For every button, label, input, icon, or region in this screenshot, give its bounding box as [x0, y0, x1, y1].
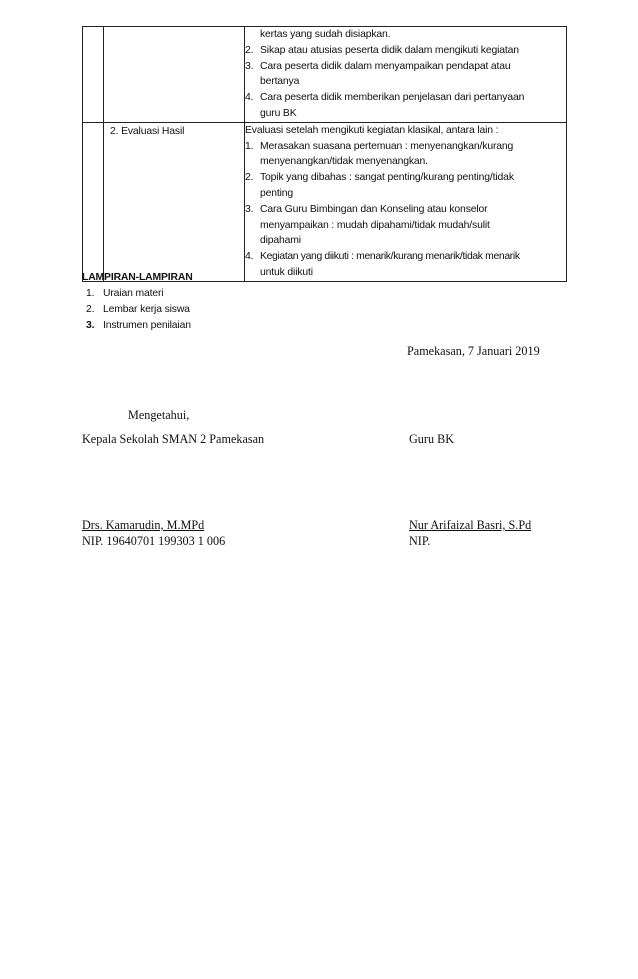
evaluation-table [82, 26, 567, 282]
intro-text: Evaluasi setelah mengikuti kegiatan klasikal, antara lain : [245, 124, 499, 136]
item-text: Cara peserta didik dalam menyampaikan pendapat atau [260, 60, 511, 72]
item-text: Uraian materi [103, 288, 164, 299]
item-number: 4. [245, 251, 254, 263]
attachments-section [82, 270, 193, 334]
criteria-list [245, 139, 566, 281]
principal-name: Drs. Kamarudin, M.MPd [82, 518, 205, 532]
item-number: 2. [245, 172, 254, 184]
table-cell-description [245, 27, 567, 123]
item-text: Topik yang dibahas : sangat penting/kurang penting/tidak [260, 172, 514, 184]
item-number: 1. [245, 140, 254, 152]
attachments-title: LAMPIRAN-LAMPIRAN [82, 272, 193, 283]
item-text: Lembar kerja siswa [103, 304, 190, 315]
list-item [245, 170, 566, 202]
table-row [83, 122, 567, 281]
place-date: Pamekasan, 7 Januari 2019 [407, 344, 540, 358]
criteria-list [245, 43, 566, 122]
acknowledged-label: Mengetahui, [128, 408, 190, 422]
counselor-nip: NIP. [409, 534, 431, 548]
item-number: 3. [86, 320, 95, 331]
table-cell-description [245, 122, 567, 281]
item-text: Cara peserta didik memberikan penjelasan dari pertanyaan [260, 92, 525, 104]
list-item [245, 59, 566, 91]
list-item [245, 43, 566, 59]
list-item [245, 139, 566, 171]
counselor-role: Guru BK [409, 432, 455, 446]
list-item [82, 318, 193, 334]
list-item [245, 202, 566, 249]
item-text: menyenangkan/tidak menyenangkan. [260, 156, 428, 168]
table-cell-label [104, 27, 245, 123]
table-cell-number [83, 122, 104, 281]
item-number: 1. [86, 288, 95, 299]
table-row [83, 27, 567, 123]
item-number: 3. [245, 203, 254, 215]
evaluation-label: 2. Evaluasi Hasil [110, 125, 185, 137]
counselor-name: Nur Arifaizal Basri, S.Pd [409, 518, 532, 532]
item-number: 2. [245, 44, 254, 56]
item-text: penting [260, 187, 294, 199]
table-cell-number [83, 27, 104, 123]
list-item [245, 90, 566, 122]
list-item [82, 302, 193, 318]
item-text: bertanya [260, 76, 300, 88]
item-text: guru BK [260, 107, 297, 119]
item-text: dipahami [260, 235, 301, 247]
item-text: Sikap atau atusias peserta didik dalam mengikuti kegiatan [260, 44, 519, 56]
principal-nip: NIP. 19640701 199303 1 006 [82, 534, 226, 548]
list-item [82, 286, 193, 302]
item-text: Kegiatan yang diikuti : menarik/kurang menarik/tidak menarik [260, 251, 520, 263]
item-text: Instrumen penilaian [103, 320, 191, 331]
item-number: 3. [245, 60, 254, 72]
table-cell-label [104, 122, 245, 281]
item-text: untuk diikuti [260, 266, 313, 278]
list-item [245, 249, 566, 281]
item-number: 2. [86, 304, 95, 315]
attachments-list [82, 286, 193, 334]
item-text: Merasakan suasana pertemuan : menyenangkan/kurang [260, 140, 514, 152]
item-number: 4. [245, 92, 254, 104]
continuation-text: kertas yang sudah disiapkan. [260, 29, 391, 40]
principal-role: Kepala Sekolah SMAN 2 Pamekasan [82, 432, 265, 446]
item-text: menyampaikan : mudah dipahami/tidak mudah/sulit [260, 219, 490, 231]
item-text: Cara Guru Bimbingan dan Konseling atau konselor [260, 203, 488, 215]
